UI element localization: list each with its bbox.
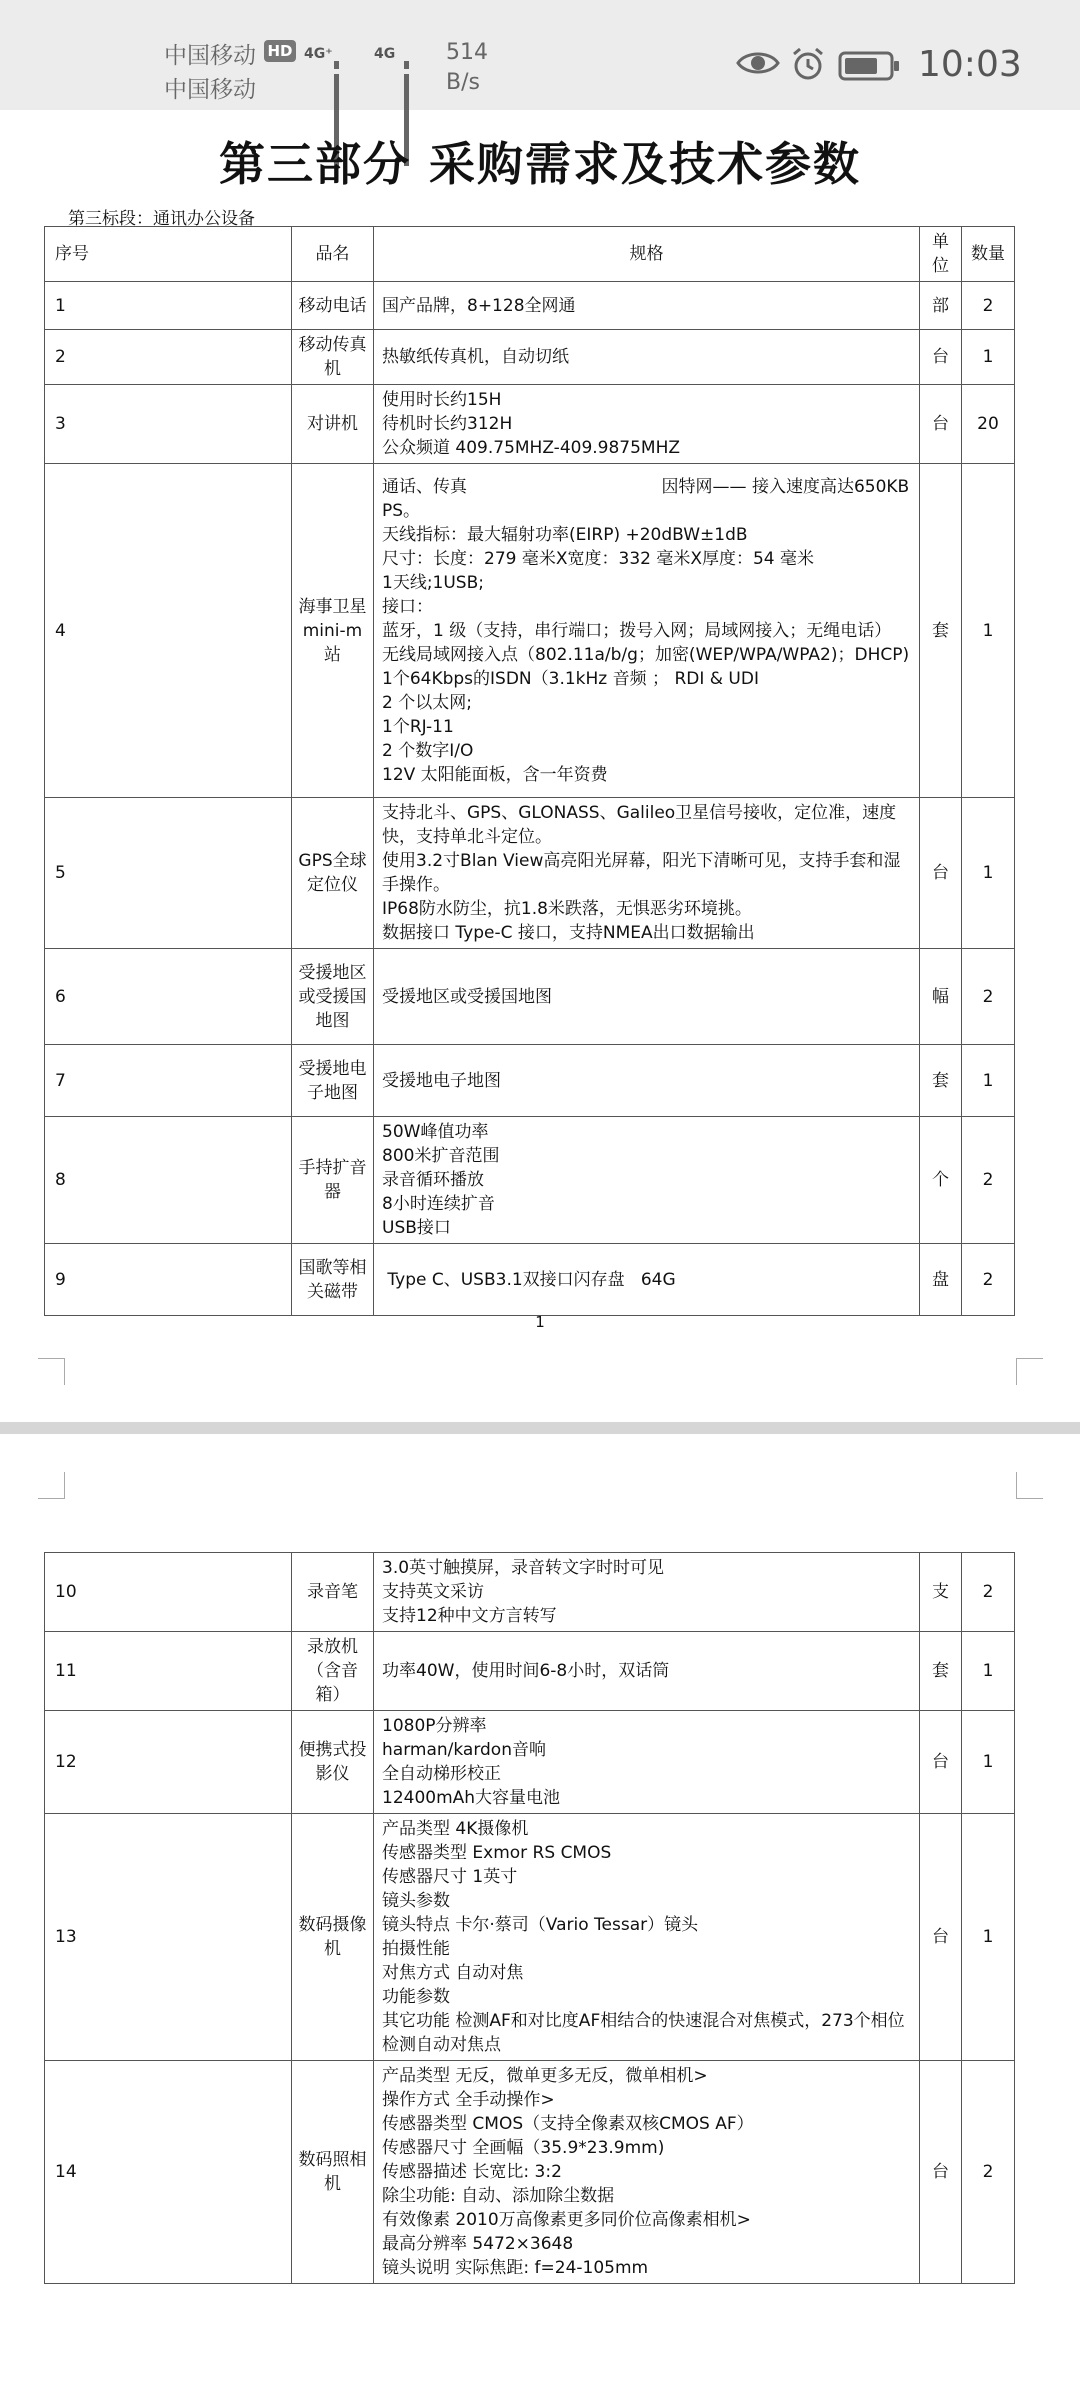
row-qty-cell: 2 [962, 282, 1015, 330]
row-name-cell: 国歌等相关磁带 [292, 1244, 374, 1316]
signal-2-label: 4G [374, 46, 396, 62]
table-row [45, 1553, 1015, 1632]
page-corner-mark [38, 1472, 65, 1499]
row-unit-cell: 支 [920, 1553, 962, 1632]
table-row [45, 2061, 1015, 2284]
row-unit-cell: 台 [920, 2061, 962, 2284]
table-row [45, 385, 1015, 464]
carrier-label-2: 中国移动 [164, 77, 256, 103]
row-spec-cell: 使用时长约15H 待机时长约312H 公众频道 409.75MHZ-409.9875MHZ [374, 385, 920, 464]
row-qty-cell: 1 [962, 1632, 1015, 1711]
row-name-cell: 海事卫星mini-m站 [292, 464, 374, 798]
carrier-label-1: 中国移动 [164, 43, 256, 69]
row-name-cell: GPS全球定位仪 [292, 798, 374, 949]
alarm-icon [790, 46, 826, 82]
row-qty-cell: 1 [962, 330, 1015, 385]
row-qty-cell: 1 [962, 464, 1015, 798]
table-row [45, 1244, 1015, 1316]
row-unit-cell: 套 [920, 464, 962, 798]
row-qty-cell: 1 [962, 1711, 1015, 1814]
row-no-cell: 10 [45, 1553, 292, 1632]
signal-1-label: 4G⁺ [304, 46, 333, 62]
row-unit-cell: 套 [920, 1632, 962, 1711]
table-row [45, 1814, 1015, 2061]
row-spec-cell: 受援地区或受援国地图 [374, 949, 920, 1045]
row-name-cell: 移动电话 [292, 282, 374, 330]
table-row [45, 282, 1015, 330]
row-qty-cell: 2 [962, 1117, 1015, 1244]
row-name-cell: 受援地电子地图 [292, 1045, 374, 1117]
row-no-cell: 9 [45, 1244, 292, 1316]
row-no-cell: 6 [45, 949, 292, 1045]
row-no-cell: 11 [45, 1632, 292, 1711]
row-spec-cell: Type C、USB3.1双接口闪存盘 64G [374, 1244, 920, 1316]
row-name-cell: 数码摄像机 [292, 1814, 374, 2061]
row-unit-cell: 套 [920, 1045, 962, 1117]
row-name-cell: 受援地区或受援国地图 [292, 949, 374, 1045]
row-no-cell: 2 [45, 330, 292, 385]
page-number: 1 [535, 1313, 545, 1331]
row-name-cell: 录音笔 [292, 1553, 374, 1632]
row-spec-cell: 产品类型 无反，微单更多无反，微单相机> 操作方式 全手动操作> 传感器类型 CMOS（支持全像素双核CMOS AF） 传感器尺寸 全画幅（35.9*23.9mm) 传感器描述 长宽比: 3:2 除尘功能: 自动、添加除尘数据 有效像素 2010万高像素更多同价位高像素相机> 最高分辨率 5472×3648 镜头说明 实际焦距: f=24-105mm [374, 2061, 920, 2284]
row-no-cell: 3 [45, 385, 292, 464]
header-spec: 规格 [374, 227, 920, 282]
eye-icon [736, 48, 780, 78]
header-qty: 数量 [962, 227, 1015, 282]
row-qty-cell: 1 [962, 1814, 1015, 2061]
page-corner-mark [1016, 1472, 1043, 1499]
row-name-cell: 数码照相机 [292, 2061, 374, 2284]
hd-badge: HD [264, 40, 296, 62]
row-no-cell: 7 [45, 1045, 292, 1117]
page-corner-mark [1016, 1358, 1043, 1385]
net-speed-unit: B/s [446, 70, 480, 95]
row-spec-cell: 功率40W，使用时间6-8小时，双话筒 [374, 1632, 920, 1711]
row-unit-cell: 部 [920, 282, 962, 330]
table-row [45, 330, 1015, 385]
row-no-cell: 14 [45, 2061, 292, 2284]
row-spec-cell: 产品类型 4K摄像机 传感器类型 Exmor RS CMOS 传感器尺寸 1英寸 镜头参数 镜头特点 卡尔·蔡司（Vario Tessar）镜头 拍摄性能 对焦方式 自动对焦 功能参数 其它功能 检测AF和对比度AF相结合的快速混合对焦模式，273个相位检测自动对焦点 [374, 1814, 920, 2061]
row-spec-cell: 1080P分辨率 harman/kardon音响 全自动梯形校正 12400mAh大容量电池 [374, 1711, 920, 1814]
table-row [45, 464, 1015, 798]
row-unit-cell: 个 [920, 1117, 962, 1244]
clock: 10:03 [918, 44, 1022, 85]
table-row [45, 1117, 1015, 1244]
row-no-cell: 12 [45, 1711, 292, 1814]
table-header-row [45, 227, 1015, 282]
row-spec-cell: 受援地电子地图 [374, 1045, 920, 1117]
battery-icon [838, 50, 902, 82]
row-spec-cell: 热敏纸传真机，自动切纸 [374, 330, 920, 385]
row-qty-cell: 1 [962, 798, 1015, 949]
row-spec-cell: 3.0英寸触摸屏，录音转文字时时可见 支持英文采访 支持12种中文方言转写 [374, 1553, 920, 1632]
row-qty-cell: 1 [962, 1045, 1015, 1117]
row-no-cell: 13 [45, 1814, 292, 2061]
row-unit-cell: 台 [920, 798, 962, 949]
row-name-cell: 录放机（含音箱） [292, 1632, 374, 1711]
row-qty-cell: 2 [962, 949, 1015, 1045]
row-no-cell: 4 [45, 464, 292, 798]
page-separator [0, 1422, 1080, 1434]
net-speed [446, 38, 488, 98]
status-bar [0, 0, 1080, 110]
header-name: 品名 [292, 227, 374, 282]
table-row [45, 1045, 1015, 1117]
row-name-cell: 手持扩音器 [292, 1117, 374, 1244]
row-no-cell: 1 [45, 282, 292, 330]
row-unit-cell: 台 [920, 330, 962, 385]
page-corner-mark [38, 1358, 65, 1385]
row-unit-cell: 台 [920, 1711, 962, 1814]
header-unit: 单位 [920, 227, 962, 282]
row-name-cell: 对讲机 [292, 385, 374, 464]
row-no-cell: 5 [45, 798, 292, 949]
row-no-cell: 8 [45, 1117, 292, 1244]
row-spec-cell: 50W峰值功率 800米扩音范围 录音循环播放 8小时连续扩音 USB接口 [374, 1117, 920, 1244]
spec-table-page-1 [44, 226, 1015, 1316]
row-spec-cell: 通话、传真 因特网—— 接入速度高达650KBPS。 天线指标：最大辐射功率(EIRP) +20dBW±1dB 尺寸：长度：279 毫米X宽度：332 毫米X厚度：54 毫米 1天线;1USB; 接口： 蓝牙，1 级（支持，串行端口；拨号入网；局域网接入；无绳电话） 无线局域网接入点（802.11a/b/g；加密(WEP/WPA/WPA2)；DHCP) 1个64Kbps的ISDN（3.1kHz 音频 ； RDI & UDI 2 个以太网; 1个RJ-11 2 个数字I/O 12V 太阳能面板，含一年资费 [374, 464, 920, 798]
table-row [45, 1632, 1015, 1711]
lot-label: 第三标段：通讯办公设备 [68, 209, 255, 229]
row-spec-cell: 支持北斗、GPS、GLONASS、Galileo卫星信号接收，定位准，速度快，支持单北斗定位。 使用3.2寸Blan View高亮阳光屏幕，阳光下清晰可见，支持手套和湿手操作。 IP68防水防尘，抗1.8米跌落，无惧恶劣环境挑。 数据接口 Type-C 接口，支持NMEA出口数据输出 [374, 798, 920, 949]
spec-table-page-2 [44, 1552, 1015, 2284]
net-speed-value: 514 [446, 40, 488, 65]
row-unit-cell: 台 [920, 1814, 962, 2061]
table-row [45, 1711, 1015, 1814]
row-qty-cell: 2 [962, 1244, 1015, 1316]
row-qty-cell: 2 [962, 2061, 1015, 2284]
row-unit-cell: 幅 [920, 949, 962, 1045]
row-name-cell: 便携式投影仪 [292, 1711, 374, 1814]
row-name-cell: 移动传真机 [292, 330, 374, 385]
row-unit-cell: 盘 [920, 1244, 962, 1316]
table-row [45, 798, 1015, 949]
row-spec-cell: 国产品牌，8+128全网通 [374, 282, 920, 330]
row-unit-cell: 台 [920, 385, 962, 464]
table-row [45, 949, 1015, 1045]
row-qty-cell: 2 [962, 1553, 1015, 1632]
document-title: 第三部分 采购需求及技术参数 [218, 137, 861, 191]
row-qty-cell: 20 [962, 385, 1015, 464]
header-no: 序号 [45, 227, 292, 282]
